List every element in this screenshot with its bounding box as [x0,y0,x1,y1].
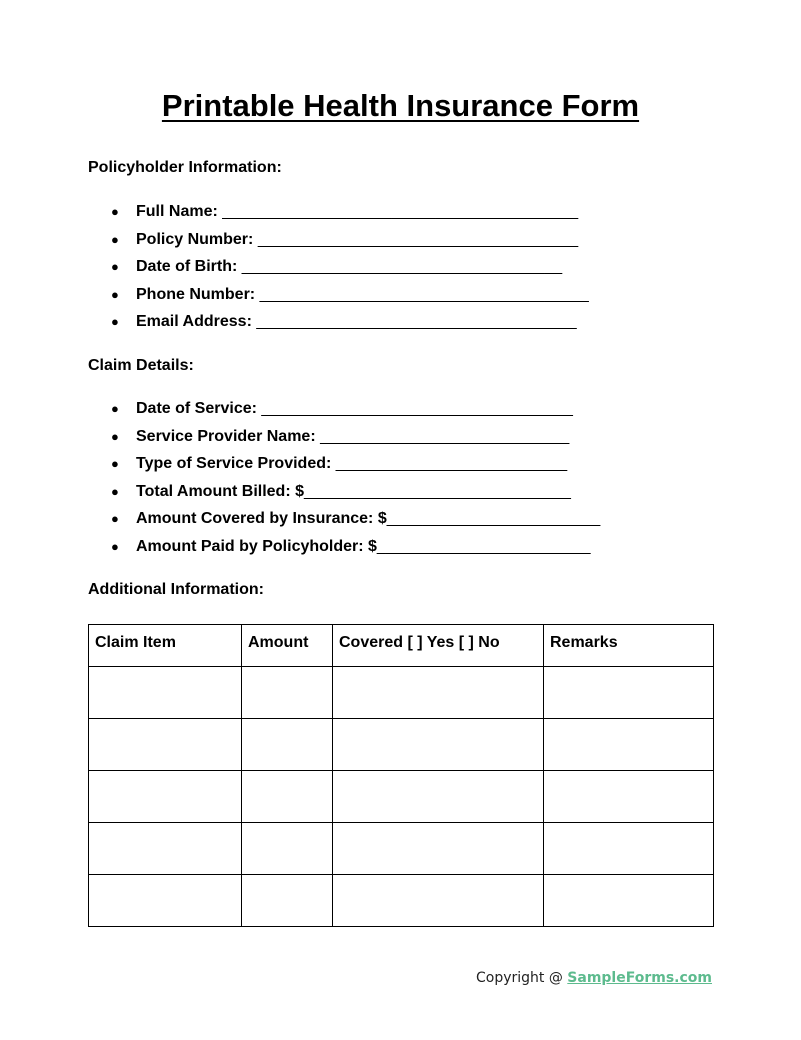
brand-link[interactable]: SampleForms.com [567,970,712,986]
field-amount-paid[interactable] [88,537,600,557]
cell-claim-item[interactable] [89,771,242,823]
field-label: Date of Birth: [136,258,238,275]
table-row [89,719,714,771]
cell-claim-item[interactable] [89,875,242,927]
cell-remarks[interactable] [544,875,714,927]
field-label: Date of Service: [136,400,257,417]
field-date-of-birth[interactable] [88,257,589,277]
cell-amount[interactable] [242,667,333,719]
header-claim-item: Claim Item [89,625,242,667]
claims-table [88,624,714,927]
bullet-icon: ● [111,456,119,472]
field-blank-line[interactable]: ____________________________ [320,427,570,445]
copyright-footer [476,968,712,988]
field-blank-line[interactable]: __________________________ [335,455,568,473]
field-label: Full Name: [136,203,218,220]
field-blank-line[interactable]: ____________________________________ [241,258,563,275]
table-row [89,823,714,875]
field-label: Phone Number: [136,285,256,303]
field-amount-covered[interactable] [88,509,600,529]
cell-remarks[interactable] [544,719,714,771]
field-phone-number[interactable] [88,285,589,305]
claim-field-list [88,399,600,557]
cell-claim-item[interactable] [89,823,242,875]
policyholder-field-list [88,202,589,332]
field-blank-line[interactable]: ______________________________ [304,482,571,500]
cell-covered[interactable] [333,771,544,823]
bullet-icon: ● [111,231,119,247]
cell-remarks[interactable] [544,823,714,875]
cell-claim-item[interactable] [89,667,242,719]
header-amount: Amount [242,625,333,667]
table-row [89,667,714,719]
field-blank-line[interactable]: ____________________________________ [257,230,579,248]
field-blank-line[interactable]: ____________________________________ [256,313,577,330]
cell-covered[interactable] [333,875,544,927]
cell-covered[interactable] [333,719,544,771]
field-email-address[interactable] [88,312,589,332]
bullet-icon: ● [111,286,119,302]
cell-amount[interactable] [242,875,333,927]
field-full-name[interactable] [88,202,589,222]
section-heading-additional: Additional Information: [88,581,264,598]
bullet-icon: ● [111,204,119,219]
bullet-icon: ● [111,511,119,527]
field-label: Service Provider Name: [136,427,316,445]
page-title: Printable Health Insurance Form [161,88,640,123]
field-type-of-service[interactable] [88,454,600,474]
cell-remarks[interactable] [544,667,714,719]
field-label: Amount Paid by Policyholder: $ [136,537,377,555]
field-service-provider-name[interactable] [88,427,600,447]
table-row [89,875,714,927]
cell-claim-item[interactable] [89,719,242,771]
bullet-icon: ● [111,401,119,416]
cell-covered[interactable] [333,667,544,719]
cell-amount[interactable] [242,823,333,875]
table-row [89,771,714,823]
table-header-row [89,625,714,667]
field-policy-number[interactable] [88,230,589,250]
header-remarks: Remarks [544,625,714,667]
field-blank-line[interactable]: ________________________ [376,537,591,555]
field-blank-line[interactable]: ___________________________________ [261,400,573,417]
cell-covered[interactable] [333,823,544,875]
field-label: Email Address: [136,313,252,330]
bullet-icon: ● [111,538,119,554]
cell-amount[interactable] [242,719,333,771]
copyright-text: Copyright @ [475,970,568,986]
field-total-amount-billed[interactable] [88,482,600,502]
bullet-icon: ● [111,483,119,499]
bullet-icon: ● [111,314,119,329]
field-blank-line[interactable]: ________________________ [386,510,601,528]
field-label: Total Amount Billed: $ [136,482,304,500]
cell-remarks[interactable] [544,771,714,823]
header-covered: Covered [ ] Yes [ ] No [333,625,544,667]
section-heading-policyholder: Policyholder Information: [88,159,282,176]
bullet-icon: ● [111,259,119,274]
field-date-of-service[interactable] [88,399,600,419]
field-label: Policy Number: [136,230,254,248]
cell-amount[interactable] [242,771,333,823]
section-heading-claim-details: Claim Details: [88,357,194,374]
field-label: Type of Service Provided: [136,455,332,473]
field-label: Amount Covered by Insurance: $ [136,510,387,528]
field-blank-line[interactable]: _____________________________________ [259,285,589,303]
bullet-icon: ● [111,428,119,444]
field-blank-line[interactable]: ________________________________________ [222,203,579,220]
